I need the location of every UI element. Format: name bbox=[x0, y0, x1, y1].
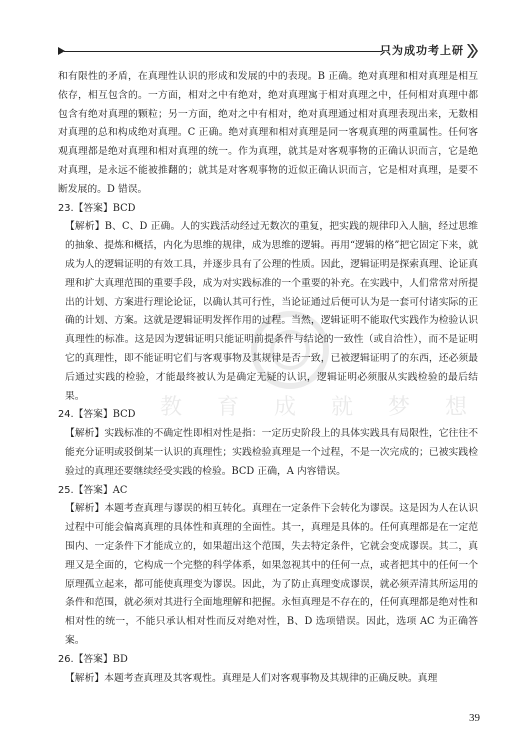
chevrons-icon bbox=[466, 43, 478, 59]
question-25 bbox=[58, 482, 478, 651]
analysis-text: 【解析】本题考查真理与谬误的相互转化。真理在一定条件下会转化为谬误。这是因为人在认识过程中可能会偏离真理的具体性和真理的全面性。其一，真理是具体的。任何真理都是在一定范围内、一定条件下才能成立的，如果超出这个范围，失去特定条件，它就会变成谬误。其二，真理又是全面的，它构成一个完整的科学体系，如果忽视其中的任何一点，或者把其中的任何一个原理孤立起来，都可能使真理变为谬误。因此，为了防止真理变成谬误，就必须弄清其所运用的条件和范围，就必须对其进行全面地理解和把握。永恒真理是不存在的，任何真理都是绝对性和相对性的统一，不能只承认相对性而反对绝对性，B、D 选项错误。因此，选项 AC 为正确答案。 bbox=[65, 503, 478, 646]
question-number: 25. bbox=[58, 484, 74, 496]
answer-text: 【答案】BD bbox=[73, 653, 128, 665]
main-content bbox=[58, 68, 481, 688]
question-26 bbox=[58, 651, 478, 689]
answer-text: 【答案】AC bbox=[73, 484, 128, 496]
page-number: 39 bbox=[469, 712, 480, 724]
answer-text: 【答案】BCD bbox=[73, 409, 136, 421]
intro-paragraph: 和有限性的矛盾，在真理性认识的形成和发展的中的表现。B 正确。绝对真理和相对真理是相互依存，相互包含的。一方面，相对之中有绝对，绝对真理寓于相对真理之中，任何相对真理中都包含有绝对真理的颗粒；另一方面，绝对之中有相对，绝对真理通过相对真理表现出来，无数相对真理的总和构成绝对真理。C 正确。绝对真理和相对真理是同一客观真理的两重属性。任何客观真理都是绝对真理和相对真理的统一。作为真理，就其是对客观事物的正确认识而言，它是绝对真理，是永远不能被推翻的；就其是对客观事物的近似正确认识而言，它是相对真理，是要不断发展的。D 错误。 bbox=[58, 71, 478, 195]
page-header bbox=[58, 40, 478, 62]
watermark-text: 教 育 成 就 梦 想 bbox=[160, 395, 481, 420]
question-23 bbox=[58, 200, 478, 407]
question-number: 26. bbox=[58, 653, 74, 665]
analysis-text: 【解析】本题考查真理及其客观性。真理是人们对客观事物及其规律的正确反映。真理 bbox=[65, 672, 438, 684]
header-rule bbox=[64, 51, 382, 52]
question-number: 24. bbox=[58, 409, 74, 421]
analysis-text: 【解析】B、C、D 正确。人的实践活动经过无数次的重复，把实践的规律印入人脑，经过思维的抽象、提炼和概括，内化为思维的规律，成为思维的逻辑。再用“逻辑的格”把它固定下来，就成为人的逻辑证明的有效工具，并逐步具有了公理的性质。因此，逻辑证明是探索真理、论证真理和扩大真理范围的重要手段，成为对实践标准的一个重要的补充。在实践中，人们常常对所提出的计划、方案进行理论论证，以确认其可行性，当论证通过后便可认为是一套可付诸实际的正确的计划、方案。这就是逻辑证明发挥作用的过程。当然，逻辑证明不能取代实践作为检验认识真理性的标准。这是因为逻辑证明只能证明前提条件与结论的一致性（或自洽性），而不是证明它的真理性，即不能证明它们与客观事物及其规律是否一致，已被逻辑证明了的东西，还必须最后通过实践的检验，才能最终被认为是确定无疑的认识，逻辑证明必须服从实践检验的最后结果。 bbox=[65, 221, 478, 402]
question-24 bbox=[58, 406, 478, 481]
header-slogan: 只为成功考上研 bbox=[380, 44, 464, 57]
analysis-text: 【解析】实践标准的不确定性即相对性是指：一定历史阶段上的具体实践具有局限性，它往往不能充分证明或驳倒某一认识的真理性；实践检验真理是一个过程，不是一次完成的；已被实践检验过的真理还要继续经受实践的检验。BCD 正确，A 内容错误。 bbox=[65, 428, 478, 477]
question-number: 23. bbox=[58, 202, 74, 214]
answer-text: 【答案】BCD bbox=[73, 202, 136, 214]
